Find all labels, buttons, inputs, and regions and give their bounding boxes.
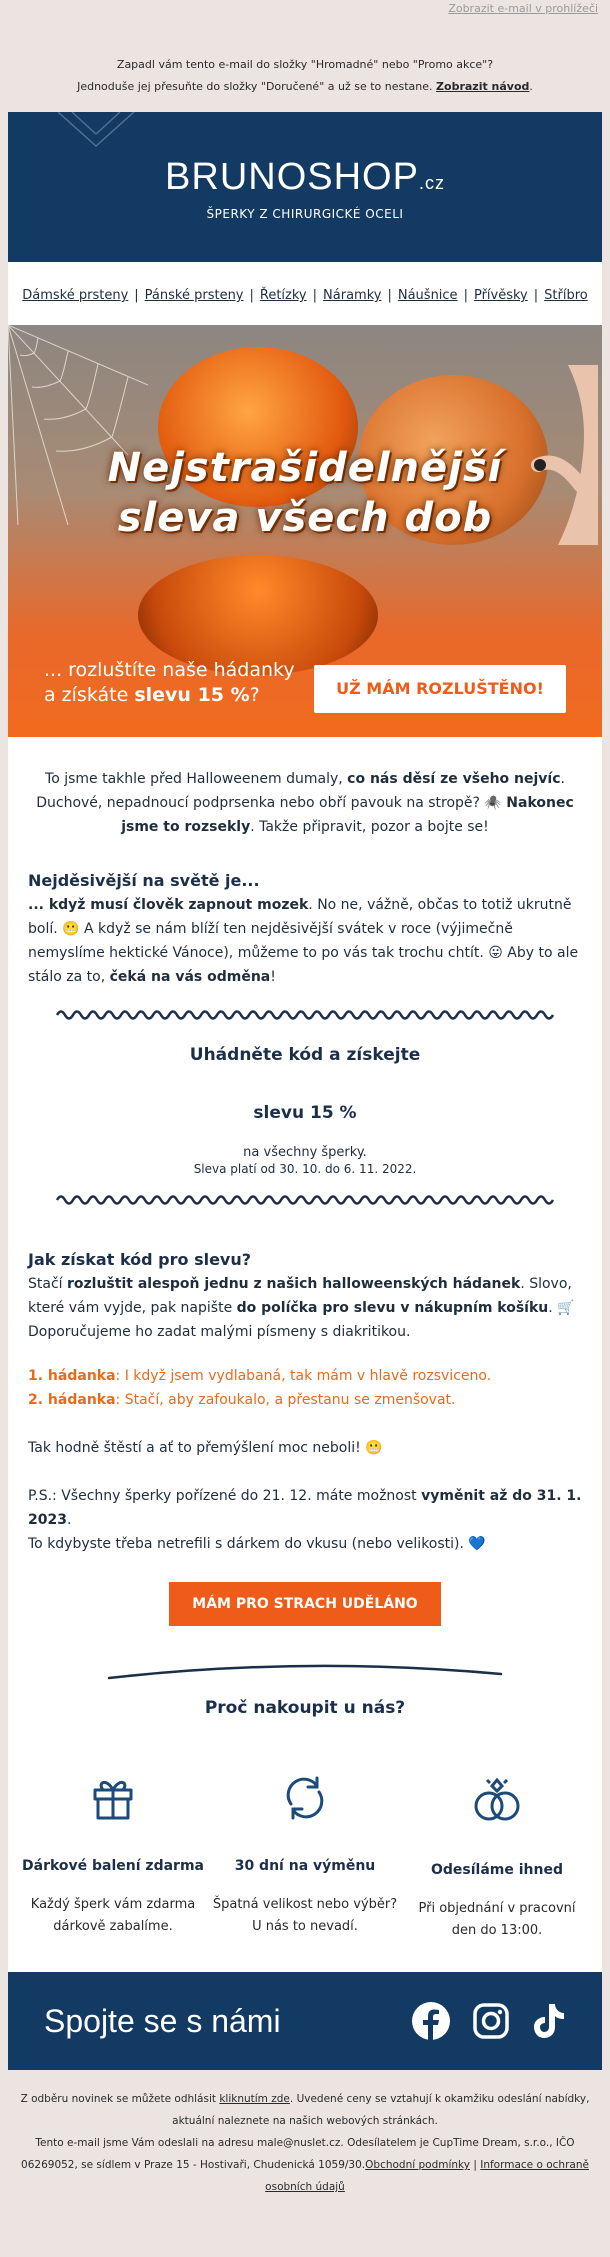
benefit-gift-wrap: Dárkové balení zdarma Každý šperk vám zdarma dárkově zabalíme. bbox=[20, 1774, 206, 1942]
nav-item[interactable]: Stříbro bbox=[544, 288, 588, 303]
nav-item[interactable]: Náušnice bbox=[397, 288, 458, 303]
benefits-row bbox=[8, 1774, 602, 1972]
riddle-1: 1. hádanka: I když jsem vydlabaná, tak mám v hlavě rozsviceno. bbox=[28, 1368, 492, 1384]
category-nav bbox=[8, 262, 602, 325]
social-icons bbox=[412, 2002, 566, 2040]
brand-header bbox=[8, 112, 602, 262]
nav-separator: | bbox=[533, 288, 539, 303]
social-bar bbox=[8, 1972, 602, 2070]
howto-text: Stačí rozluštit alespoň jednu z našich halloweenských hádanek. Slovo, které vám vyjde, pak napište do políčka pro slevu v nákupním košíku. 🛒 Doporučujeme ho zadat malými písmeny s diakritikou. bbox=[28, 1276, 575, 1340]
why-heading: Proč nakoupit u nás? bbox=[204, 1698, 406, 1718]
facebook-icon[interactable] bbox=[412, 2002, 450, 2040]
cta-button[interactable]: MÁM PRO STRACH UDĚLÁNO bbox=[169, 1582, 441, 1626]
benefit-shipping: Odesíláme ihned Při objednání v pracovní den do 13:00. bbox=[404, 1774, 590, 1942]
wave-divider-bottom bbox=[55, 1192, 555, 1208]
discount-validity: Sleva platí od 30. 10. do 6. 11. 2022. bbox=[193, 1162, 417, 1176]
discount-title: Uhádněte kód a získejte bbox=[189, 1045, 421, 1065]
nav-separator: | bbox=[249, 288, 254, 303]
notice-line-1: Zapadl vám tento e-mail do složky "Hromadné" nebo "Promo akce"? bbox=[116, 58, 494, 71]
banner-headline: Nejstrašidelnější sleva všech dob bbox=[107, 445, 503, 541]
nav-item[interactable]: Řetízky bbox=[259, 288, 307, 303]
intro-text: To jsme takhle před Halloweenem dumaly, co nás děsí ze všeho nejvíc. Duchové, nepadnoucí podprsenka nebo obří pavouk na stropě? 🕷️ Nakonec jsme to rozsekly. Takže připravit, pozor a bojte se! bbox=[36, 771, 574, 835]
discount-amount: slevu 15 % bbox=[253, 1103, 357, 1123]
riddle-2: 2. hádanka: Stačí, aby zafoukalo, a přestanu se zmenšovat. bbox=[28, 1392, 456, 1408]
scariest-section bbox=[8, 839, 602, 989]
top-bar bbox=[0, 0, 610, 32]
pumpkin-bottom-image bbox=[138, 555, 378, 675]
howto-heading: Jak získat kód pro slevu? bbox=[28, 1250, 252, 1269]
benefit-exchange: 30 dní na výměnu Špatná velikost nebo výběr? U nás to nevadí. bbox=[212, 1774, 398, 1942]
brand-logo[interactable]: BRUNOSHOP.cz bbox=[165, 156, 445, 198]
terms-link[interactable]: Obchodní podmínky bbox=[365, 2159, 470, 2171]
unsubscribe-link[interactable]: kliknutím zde bbox=[219, 2093, 290, 2105]
curve-divider bbox=[105, 1662, 505, 1682]
howto-section bbox=[8, 1208, 602, 1556]
social-heading: Spojte se s námi bbox=[44, 2002, 281, 2039]
nav-item[interactable]: Náramky bbox=[323, 288, 382, 303]
notice-line-2: Jednoduše jej přesuňte do složky "Doručené" a už se to nestane. Zobrazit návod. bbox=[77, 80, 533, 93]
footer-unsubscribe: Z odběru novinek se můžete odhlásit kliknutím zde. Uvedené ceny se vztahují k okamžiku odeslání nabídky, aktuální naleznete na našich webových stránkách. bbox=[20, 2093, 590, 2127]
diamond-outline-decoration bbox=[58, 112, 158, 152]
good-luck-text: Tak hodně štěstí a ať to přemýšlení moc neboli! 😬 bbox=[28, 1440, 383, 1456]
rings-icon bbox=[471, 1774, 523, 1826]
nav-item[interactable]: Dámské prsteny bbox=[22, 288, 129, 303]
privacy-link[interactable]: Informace o ochraně osobních údajů bbox=[265, 2159, 589, 2193]
nav-separator: | bbox=[463, 288, 468, 303]
scariest-heading: Nejděsivější na světě je... bbox=[28, 871, 260, 890]
solved-button[interactable]: UŽ MÁM ROZLUŠTĚNO! bbox=[314, 665, 566, 713]
postscript: P.S.: Všechny šperky pořízené do 21. 12. máte možnost vyměnit až do 31. 1. 2023. To kdybyste třeba netrefili s dárkem do vkusu (nebo velikosti). 💙 bbox=[28, 1488, 582, 1552]
tiktok-icon[interactable] bbox=[532, 2002, 566, 2040]
view-in-browser-link[interactable]: Zobrazit e-mail v prohlížeči bbox=[448, 2, 598, 15]
nav-separator: | bbox=[387, 288, 392, 303]
brand-tagline: ŠPERKY Z CHIRURGICKÉ OCELI bbox=[206, 207, 404, 221]
scariest-text: ... když musí člověk zapnout mozek. No ne, vážně, občas to totiž ukrutně bolí. 😬 A když se nám blíží ten nejděsivější svátek v roce (výjimečně nemyslíme hektické Vánoce), můžeme to po vás tak trochu chtít. 😛 Aby to ale stálo za to, čeká na vás odměna! bbox=[28, 897, 579, 985]
footer-legal: Tento e-mail jsme Vám odeslali na adresu male@nuslet.cz. Odesílatelem je CupTime Dream, s.r.o., IČO 06269052, se sídlem v Praze 15 - Hostivaři, Chudenická 1059/30.Obchodní podmínky | Informace o ochraně osobních údajů bbox=[21, 2137, 589, 2193]
nav-item[interactable]: Přívěsky bbox=[473, 288, 528, 303]
halloween-banner[interactable] bbox=[8, 325, 602, 737]
instagram-icon[interactable] bbox=[472, 2002, 510, 2040]
wave-divider-top bbox=[55, 1007, 555, 1023]
exchange-icon bbox=[281, 1774, 329, 1822]
gift-icon bbox=[89, 1774, 137, 1822]
nav-separator: | bbox=[134, 288, 139, 303]
riddle-list bbox=[28, 1364, 582, 1412]
nav-separator: | bbox=[312, 288, 318, 303]
inbox-notice bbox=[0, 32, 610, 112]
discount-box bbox=[8, 1023, 602, 1176]
show-guide-link[interactable]: Zobrazit návod bbox=[436, 80, 530, 93]
footer bbox=[0, 2070, 610, 2198]
nav-item[interactable]: Pánské prsteny bbox=[144, 288, 244, 303]
email-body bbox=[8, 262, 602, 1972]
banner-subtext: ... rozluštíte naše hádanky a získáte slevu 15 %? bbox=[44, 659, 295, 706]
discount-scope: na všechny šperky. bbox=[243, 1145, 367, 1160]
